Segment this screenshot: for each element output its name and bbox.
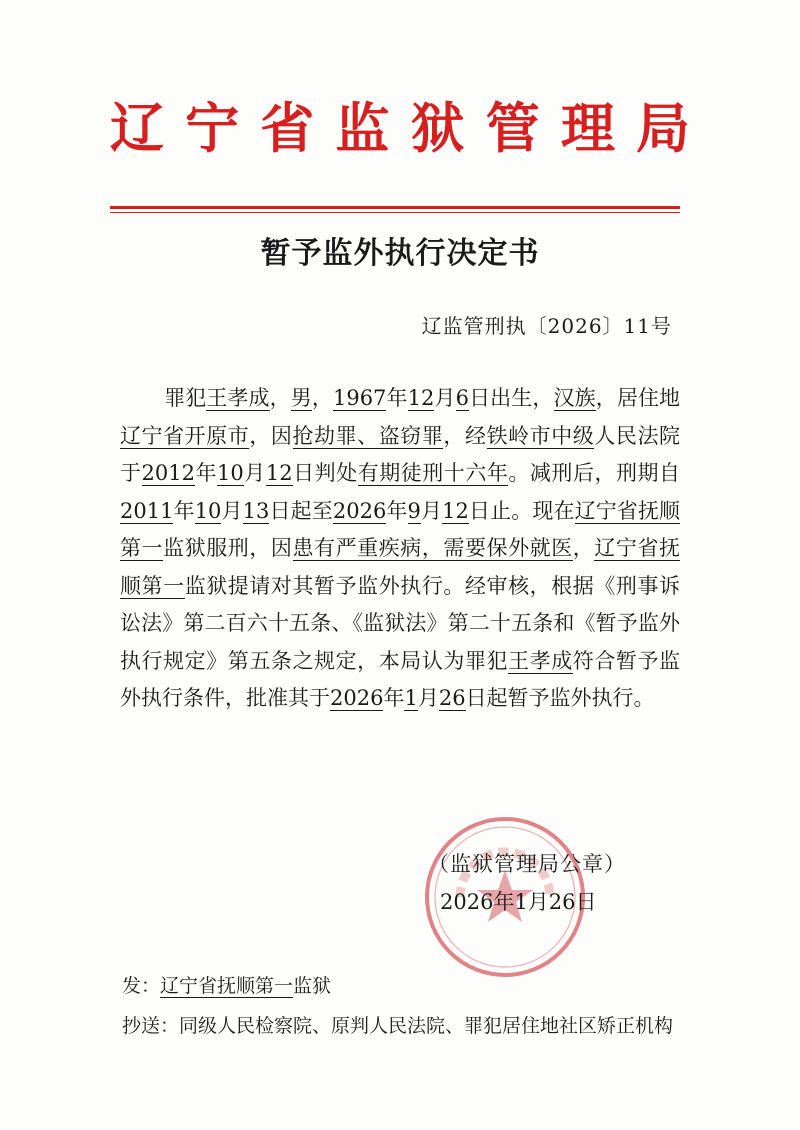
- crimes: 抢劫罪、盗窃罪: [292, 423, 444, 448]
- letterhead-char: 狱: [410, 97, 465, 160]
- court: 铁岭市中级: [486, 423, 595, 448]
- body-text: 监狱服刑，因: [163, 536, 293, 560]
- body-text: 年: [194, 461, 218, 485]
- body-paragraph: [120, 380, 680, 718]
- sentence: 有期徒刑十六年: [357, 461, 509, 485]
- start-year: 2026: [330, 686, 384, 710]
- body-text: 监狱提请对其暂予监外执行。经审核，根据《刑事诉讼法》第二百六十五条、《监狱法》第二十五条和《暂予监外执行规定》第五条之规定，本局认为罪犯: [120, 573, 681, 673]
- ethnicity: 汉族: [553, 386, 596, 410]
- body-text: ，: [311, 386, 333, 410]
- body-text: ，: [572, 536, 595, 560]
- document-title: 暂予监外执行决定书: [260, 236, 540, 271]
- criminal-name: 王孝成: [206, 386, 270, 410]
- send-to-value: 辽宁省抚顺第一: [160, 975, 294, 997]
- birth-day: 6: [455, 386, 469, 410]
- body-text: ，: [269, 386, 291, 410]
- prison-name: 辽宁省抚顺第一: [120, 536, 681, 598]
- send-to-line: [122, 966, 673, 1006]
- term-end-month: 9: [407, 498, 421, 523]
- letterhead-char: 辽: [110, 97, 164, 160]
- letterhead-char: 宁: [185, 97, 240, 160]
- body-text: 月: [243, 461, 266, 485]
- birth-month: 12: [407, 386, 435, 410]
- letterhead-char: 管: [485, 97, 540, 160]
- letterhead-rule-thin: [110, 212, 680, 213]
- letterhead-char: 监: [335, 97, 390, 160]
- judgment-year: 2012: [141, 461, 195, 485]
- body-text: 月: [221, 498, 243, 523]
- start-day: 26: [438, 686, 466, 710]
- document-number: 辽监管刑执〔2026〕11号: [421, 314, 672, 338]
- agency-letterhead: [110, 97, 690, 160]
- body-text: 年: [173, 498, 195, 523]
- body-text: 。减刑后，刑期自: [508, 461, 681, 485]
- body-text: ，经: [443, 423, 487, 448]
- letterhead-char: 局: [635, 97, 690, 160]
- body-text: ，因: [249, 423, 293, 448]
- body-text: ，居住地: [595, 386, 681, 410]
- body-text: 日起暂予监外执行。: [465, 686, 655, 710]
- body-text: 月: [420, 498, 443, 523]
- birth-year: 1967: [332, 386, 387, 410]
- body-text: 罪犯: [164, 386, 207, 410]
- prison-name: 辽宁省抚顺第一: [120, 498, 681, 560]
- decision-body: [120, 380, 680, 718]
- body-text: 月: [434, 386, 456, 410]
- copy-to-value: 同级人民检察院、原判人民法院、罪犯居住地社区矫正机构: [179, 1015, 674, 1037]
- letterhead-rule-thick: [110, 206, 680, 209]
- term-start-month: 10: [194, 498, 222, 523]
- letterhead-char: 理: [560, 97, 615, 160]
- seal-label: （监狱管理局公章）: [428, 852, 626, 876]
- body-text: 人民法院于: [120, 423, 681, 485]
- body-text: 年: [386, 386, 408, 410]
- residence: 辽宁省开原市: [120, 423, 250, 448]
- body-text: 日判处: [292, 461, 358, 485]
- send-to-label: 发：: [122, 975, 161, 997]
- letterhead-char: 省: [260, 97, 315, 160]
- body-text: 日止。现在: [468, 498, 575, 523]
- judgment-day: 12: [265, 461, 293, 485]
- criminal-name: 王孝成: [508, 648, 573, 673]
- body-text: 年: [383, 686, 405, 710]
- copy-to-line: [122, 1006, 673, 1046]
- body-text: 日起至: [269, 498, 333, 523]
- body-text: 日出生，: [468, 386, 554, 410]
- term-end-year: 2026: [332, 498, 387, 523]
- start-month: 1: [404, 686, 418, 710]
- term-start-day: 13: [242, 498, 270, 523]
- seal-date: 2026年1月26日: [440, 890, 597, 914]
- term-start-year: 2011: [120, 498, 174, 523]
- term-end-day: 12: [442, 498, 469, 523]
- body-text: 符合暂予监外执行条件，批准其于: [120, 648, 681, 710]
- send-to-suffix: 监狱: [293, 975, 332, 997]
- judgment-month: 10: [217, 461, 244, 485]
- release-reason: 患有严重疾病，需要保外就医: [292, 536, 573, 560]
- body-text: 年: [386, 498, 408, 523]
- distribution-block: [122, 966, 673, 1046]
- body-text: 月: [417, 686, 439, 710]
- copy-to-label: 抄送：: [122, 1015, 180, 1037]
- gender: 男: [290, 386, 312, 410]
